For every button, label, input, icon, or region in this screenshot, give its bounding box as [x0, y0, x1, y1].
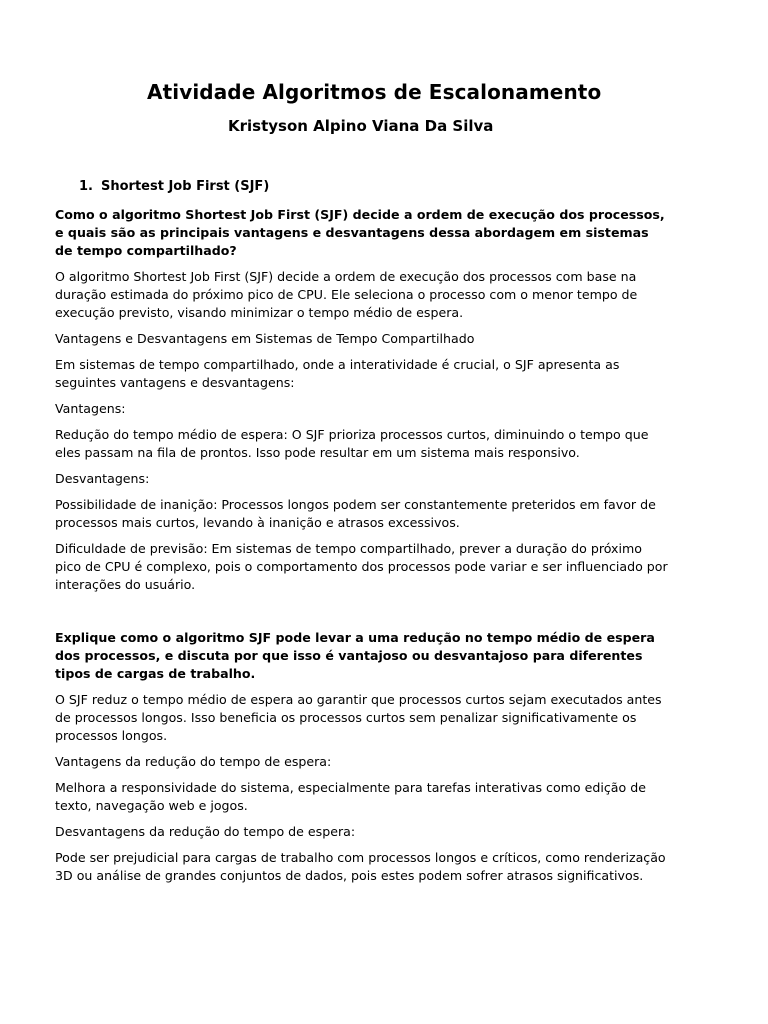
paragraph-time-sharing-intro: Em sistemas de tempo compartilhado, onde a interatividade é crucial, o SJF apresenta as seguintes vantagens e desvantagens: [55, 357, 620, 390]
question-2: Explique como o algoritmo SJF pode levar a uma redução no tempo médio de espera dos processos, e discuta por que isso é vantajoso ou desvantajoso para diferentes tipos de cargas de trabalho. [55, 630, 655, 681]
section-number: 1. [79, 179, 93, 194]
paragraph-disadvantage-long-processes: Pode ser prejudicial para cargas de trabalho com processos longos e críticos, como renderização 3D ou análise de grandes conjuntos de dados, pois estes podem sofrer atrasos significativos. [55, 850, 666, 883]
paragraph-subheading-advantages-disadvantages: Vantagens e Desvantagens em Sistemas de Tempo Compartilhado [55, 331, 475, 346]
document-author: Kristyson Alpino Viana Da Silva [228, 117, 494, 135]
paragraph-disadvantages-reduction-label: Desvantagens da redução do tempo de espera: [55, 824, 356, 839]
paragraph-disadvantage-prediction: Dificuldade de previsão: Em sistemas de tempo compartilhado, prever a duração do próximo pico de CPU é complexo, pois o comportamento dos processos pode variar e ser influenciado por interações do usuário. [55, 541, 668, 592]
paragraph-advantages-reduction-label: Vantagens da redução do tempo de espera: [55, 754, 332, 769]
paragraph-disadvantage-starvation: Possibilidade de inanição: Processos longos podem ser constantemente preteridos em favor de processos mais curtos, levando à inanição e atrasos excessivos. [55, 497, 656, 530]
document-title: Atividade Algoritmos de Escalonamento [147, 80, 602, 104]
question-1: Como o algoritmo Shortest Job First (SJF) decide a ordem de execução dos processos, e quais são as principais vantagens e desvantagens dessa abordagem em sistemas de tempo compartilhado? [55, 207, 665, 258]
section-heading-sjf [55, 178, 668, 196]
paragraph-advantages-label: Vantagens: [55, 401, 126, 416]
paragraph-disadvantages-label: Desvantagens: [55, 471, 150, 486]
paragraph-advantage-wait-time: Redução do tempo médio de espera: O SJF prioriza processos curtos, diminuindo o tempo que eles passam na fila de prontos. Isso pode resultar em um sistema mais responsivo. [55, 427, 649, 460]
paragraph-advantage-responsiveness: Melhora a responsividade do sistema, especialmente para tarefas interativas como edição de texto, navegação web e jogos. [55, 780, 646, 813]
paragraph-sjf-reduces-wait: O SJF reduz o tempo médio de espera ao garantir que processos curtos sejam executados antes de processos longos. Isso beneficia os processos curtos sem penalizar significativamente os processos longos. [55, 692, 662, 743]
paragraph-sjf-definition: O algoritmo Shortest Job First (SJF) decide a ordem de execução dos processos com base na duração estimada do próximo pico de CPU. Ele seleciona o processo com o menor tempo de execução previsto, visando minimizar o tempo médio de espera. [55, 269, 638, 320]
section-title: Shortest Job First (SJF) [101, 179, 270, 194]
